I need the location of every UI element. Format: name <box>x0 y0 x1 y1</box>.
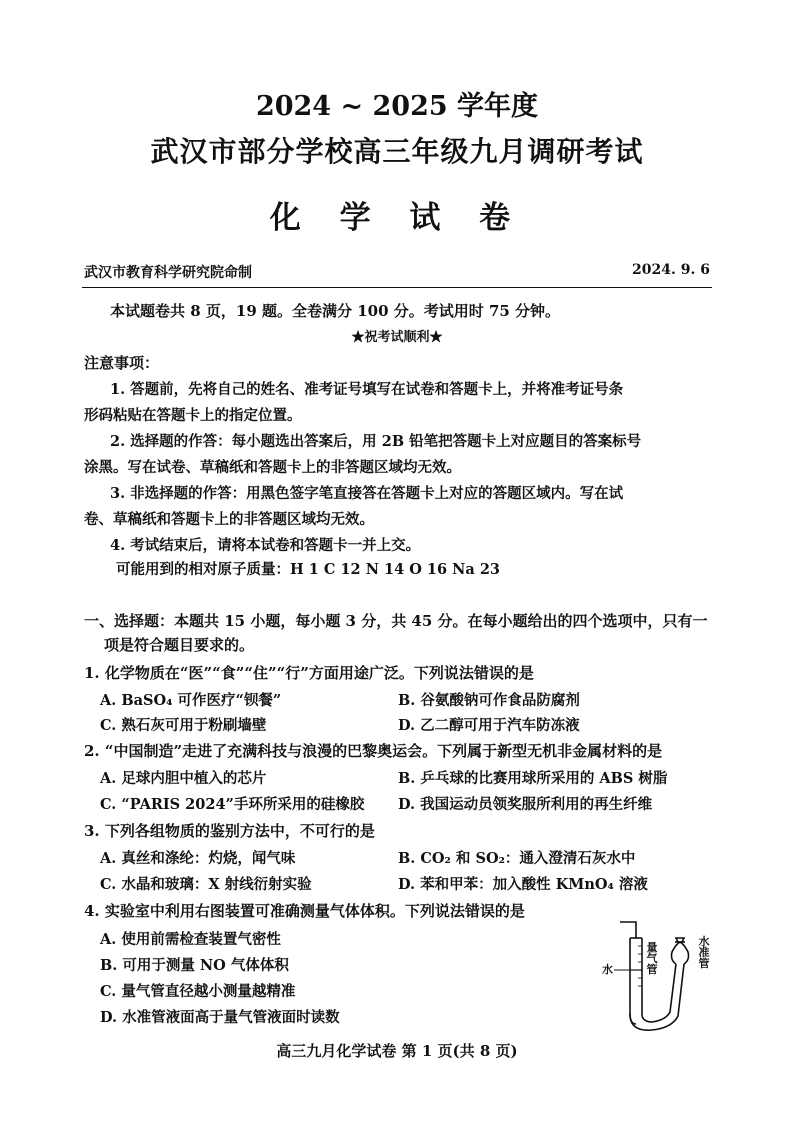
page-footer: 高三九月化学试卷 第 1 页(共 8 页) <box>276 1042 518 1060</box>
exam-date: 2024. 9. 6 <box>632 262 710 278</box>
question-2-option-b: B. 乒乓球的比赛用球所采用的 ABS 树脂 <box>398 770 668 787</box>
question-3-option-a: A. 真丝和涤纶：灼烧，闻气味 <box>100 850 296 867</box>
question-3-option-b: B. CO₂ 和 SO₂：通入澄清石灰水中 <box>398 850 636 867</box>
note-line: 2. 选择题的作答：每小题选出答案后，用 2B 铅笔把答题卡上对应题目的答案标号 <box>110 433 642 450</box>
question-1-stem: 1. 化学物质在“医”“食”“住”“行”方面用途广泛。下列说法错误的是 <box>84 664 534 682</box>
question-4-option-d: D. 水准管液面高于量气管液面时读数 <box>100 1009 340 1026</box>
exam-year: 2024 ~ 2025 学年度 <box>255 91 539 122</box>
question-1-option-a: A. BaSO₄ 可作医疗“钡餐” <box>100 692 282 709</box>
note-line: 涂黑。写在试卷、草稿纸和答题卡上的非答题区域均无效。 <box>84 459 461 476</box>
note-line: 4. 考试结束后，请将本试卷和答题卡一并上交。 <box>110 537 421 554</box>
question-1-option-b: B. 谷氨酸钠可作食品防腐剂 <box>398 692 580 709</box>
exam-name: 武汉市部分学校高三年级九月调研考试 <box>150 135 644 168</box>
note-line: 形码粘贴在答题卡上的指定位置。 <box>84 407 302 424</box>
subject-title: 化 学 试 卷 <box>269 200 525 236</box>
header-divider <box>82 287 712 288</box>
note-line: 3. 非选择题的作答：用黑色签字笔直接答在答题卡上对应的答题区域内。写在试 <box>110 485 624 502</box>
gas-tube-label: 量气管 <box>646 941 658 976</box>
water-label: 水 <box>602 963 613 976</box>
question-3-stem: 3. 下列各组物质的鉴别方法中，不可行的是 <box>84 822 375 840</box>
gas-measuring-apparatus <box>592 912 722 1032</box>
question-4-option-b: B. 可用于测量 NO 气体体积 <box>100 957 289 974</box>
issuer: 武汉市教育科学研究院命制 <box>84 265 252 281</box>
question-2-option-a: A. 足球内胆中植入的芯片 <box>100 770 267 787</box>
question-2-option-c: C. “PARIS 2024”手环所采用的硅橡胶 <box>100 796 365 813</box>
question-1-option-d: D. 乙二醇可用于汽车防冻液 <box>398 717 580 734</box>
section-heading: 一、选择题：本题共 15 小题，每小题 3 分，共 45 分。在每小题给出的四个选项中，只有一 <box>84 612 708 630</box>
question-4-option-a: A. 使用前需检查装置气密性 <box>100 931 281 948</box>
good-luck-line: ★祝考试顺利★ <box>351 330 443 345</box>
question-4-option-c: C. 量气管直径越小测量越精准 <box>100 983 296 1000</box>
section-heading-cont: 项是符合题目要求的。 <box>104 636 255 654</box>
atomic-mass-line: 可能用到的相对原子质量：H 1 C 12 N 14 O 16 Na 23 <box>116 561 501 578</box>
intro-text: 本试题卷共 8 页，19 题。全卷满分 100 分。考试用时 75 分钟。 <box>110 302 561 320</box>
question-3-option-c: C. 水晶和玻璃：X 射线衍射实验 <box>100 876 312 893</box>
level-tube-label: 水准管 <box>698 935 710 970</box>
question-2-stem: 2. “中国制造”走进了充满科技与浪漫的巴黎奥运会。下列属于新型无机非金属材料的是 <box>84 742 663 760</box>
question-3-option-d: D. 苯和甲苯：加入酸性 KMnO₄ 溶液 <box>398 876 648 893</box>
question-4-stem: 4. 实验室中利用右图装置可准确测量气体体积。下列说法错误的是 <box>84 902 525 920</box>
notes-heading: 注意事项： <box>84 354 160 372</box>
question-1-option-c: C. 熟石灰可用于粉刷墙壁 <box>100 717 267 734</box>
note-line: 卷、草稿纸和答题卡上的非答题区域均无效。 <box>84 511 374 528</box>
note-line: 1. 答题前，先将自己的姓名、准考证号填写在试卷和答题卡上，并将准考证号条 <box>110 381 624 398</box>
question-2-option-d: D. 我国运动员领奖服所利用的再生纤维 <box>398 796 653 813</box>
